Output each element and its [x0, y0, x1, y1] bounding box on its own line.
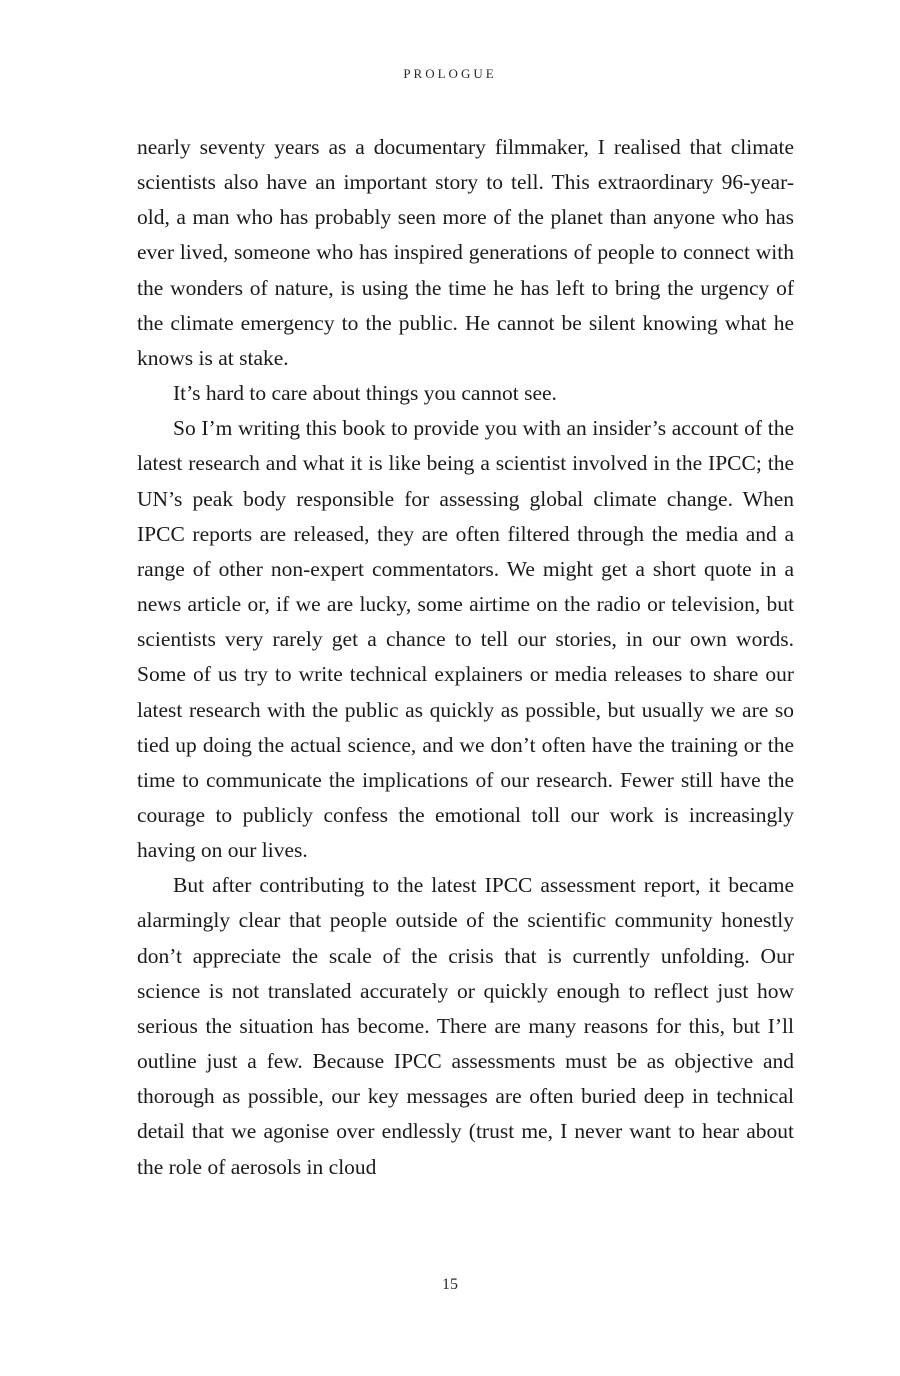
paragraph-4: But after contributing to the latest IPCC assessment report, it became alarmingly clear that people outside of the scientific community honestly don’t appreciate the scale of the crisis that is currently unfolding. Our science is not translated accurately or quickly enough to reflect just how serious the situation has become. There are many reasons for this, but I’ll outline just a few. Because IPCC assessments must be as objective and thorough as possible, our key messages are often buried deep in technical detail that we agonise over endlessly (trust me, I never want to hear about the role of aerosols in cloud	[137, 873, 794, 1179]
paragraph-3: So I’m writing this book to provide you with an insider’s account of the latest research and what it is like being a scientist involved in the IPCC; the UN’s peak body responsible for assessing global climate change. When IPCC reports are released, they are often filtered through the media and a range of other non-expert commentators. We might get a short quote in a news article or, if we are lucky, some airtime on the radio or television, but scientists very rarely get a chance to tell our stories, in our own words. Some of us try to write technical explainers or media releases to share our latest research with the public as quickly as possible, but usually we are so tied up doing the actual science, and we don’t often have the training or the time to communicate the implications of our research. Fewer still have the courage to publicly confess the emotional toll our work is increasingly having on our lives.	[137, 416, 794, 863]
page-number: 15	[442, 1276, 458, 1293]
running-head: PROLOGUE	[403, 66, 497, 81]
paragraph-1: nearly seventy years as a documentary filmmaker, I realised that climate scientists also have an important story to tell. This extraordinary 96-year-old, a man who has probably seen more of the planet than anyone who has ever lived, someone who has inspired generations of people to connect with the wonders of nature, is using the time he has left to bring the urgency of the climate emergency to the public. He cannot be silent knowing what he knows is at stake.	[137, 135, 794, 370]
paragraph-2: It’s hard to care about things you cannot see.	[173, 381, 557, 406]
body-text	[137, 130, 794, 1185]
